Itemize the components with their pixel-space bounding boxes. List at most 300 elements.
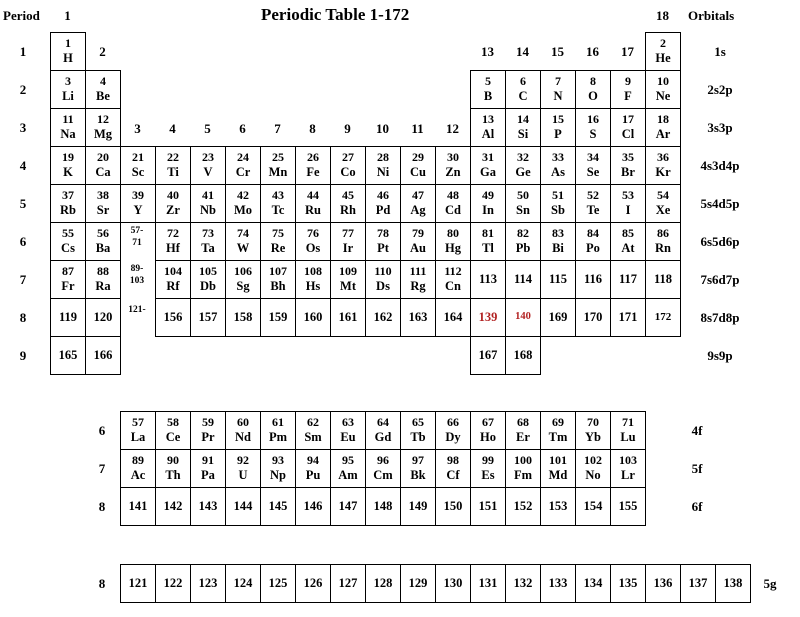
element-symbol: Al — [481, 127, 495, 142]
atomic-number: 1 — [65, 36, 71, 51]
atomic-number: 164 — [443, 310, 463, 325]
atomic-number: 64 — [377, 415, 389, 430]
element-symbol: Ir — [342, 241, 354, 256]
element-cell — [505, 184, 541, 223]
atomic-number: 140 — [515, 311, 531, 323]
element-cell — [575, 487, 611, 526]
element-cell — [645, 298, 681, 337]
atomic-number: 55 — [62, 226, 74, 241]
element-cell — [365, 411, 401, 450]
atomic-number: 123 — [198, 576, 218, 591]
element-cell — [610, 70, 646, 109]
element-symbol: Ba — [95, 241, 111, 256]
element-symbol: W — [236, 241, 250, 256]
element-cell — [400, 146, 436, 185]
element-symbol: Po — [586, 241, 600, 256]
element-symbol: Os — [305, 241, 321, 256]
element-cell — [645, 108, 681, 147]
atomic-number: 34 — [587, 150, 599, 165]
element-cell — [295, 411, 331, 450]
group-label-14: 14 — [516, 44, 529, 59]
atomic-number: 2 — [660, 36, 666, 51]
period-label-2: 2 — [19, 82, 27, 97]
atomic-number: 169 — [548, 310, 568, 325]
atomic-number: 122 — [163, 576, 183, 591]
element-cell — [470, 298, 506, 337]
atomic-number: 5 — [485, 74, 491, 89]
group-label-3: 3 — [134, 121, 141, 136]
element-cell — [50, 146, 86, 185]
element-symbol: U — [238, 468, 248, 483]
element-cell — [575, 184, 611, 223]
element-symbol: Ca — [95, 165, 111, 180]
element-symbol: Pu — [305, 468, 321, 483]
element-cell — [225, 146, 261, 185]
element-symbol: Th — [165, 468, 181, 483]
element-symbol: Ga — [480, 165, 496, 180]
element-cell — [225, 487, 261, 526]
element-symbol: P — [554, 127, 562, 142]
element-cell — [295, 298, 331, 337]
element-cell — [540, 184, 576, 223]
element-symbol: Tc — [271, 203, 285, 218]
atomic-number: 65 — [412, 415, 424, 430]
orbital-label-7s6d7p: 7s6d7p — [700, 272, 740, 287]
element-cell — [610, 298, 646, 337]
atomic-number: 44 — [307, 188, 319, 203]
atomic-number: 91 — [202, 453, 214, 468]
atomic-number: 60 — [237, 415, 249, 430]
element-symbol: Co — [340, 165, 356, 180]
atomic-number: 9 — [625, 74, 631, 89]
atomic-number: 133 — [548, 576, 568, 591]
atomic-number: 162 — [373, 310, 393, 325]
atomic-number: 27 — [342, 150, 354, 165]
element-symbol: Sg — [236, 279, 250, 294]
element-cell — [155, 146, 191, 185]
element-symbol: Ds — [376, 279, 390, 294]
element-cell — [330, 298, 366, 337]
atomic-number: 20 — [97, 150, 109, 165]
element-symbol: Li — [62, 89, 74, 104]
element-cell — [610, 108, 646, 147]
element-symbol: Bk — [410, 468, 426, 483]
element-cell — [540, 449, 576, 488]
element-cell — [260, 298, 296, 337]
element-cell — [400, 222, 436, 261]
atomic-number: 26 — [307, 150, 319, 165]
element-cell — [505, 411, 541, 450]
f-period-label-6: 6 — [98, 423, 106, 438]
atomic-number: 41 — [202, 188, 214, 203]
atomic-number: 98 — [447, 453, 459, 468]
element-cell — [505, 564, 541, 603]
atomic-number: 3 — [65, 74, 71, 89]
atomic-number: 8 — [590, 74, 596, 89]
element-cell — [260, 449, 296, 488]
atomic-number: 166 — [93, 348, 113, 363]
element-cell — [540, 564, 576, 603]
element-cell — [190, 564, 226, 603]
group-label-6: 6 — [239, 121, 246, 136]
atomic-number: 71 — [622, 415, 634, 430]
atomic-number: 145 — [268, 499, 288, 514]
element-cell — [645, 222, 681, 261]
element-cell — [540, 146, 576, 185]
element-symbol: Ac — [130, 468, 146, 483]
atomic-number: 168 — [513, 348, 533, 363]
atomic-number: 167 — [478, 348, 498, 363]
element-symbol: La — [130, 430, 146, 445]
element-cell — [155, 184, 191, 223]
f-period-label-7: 7 — [98, 461, 106, 476]
element-cell — [470, 260, 506, 299]
element-cell — [50, 184, 86, 223]
note-period-8-range: 121- — [128, 305, 146, 315]
group-label-18: 18 — [656, 8, 669, 23]
element-cell — [225, 411, 261, 450]
element-symbol: Fe — [306, 165, 320, 180]
atomic-number: 144 — [233, 499, 253, 514]
element-cell — [190, 449, 226, 488]
element-symbol: Bi — [552, 241, 564, 256]
element-cell — [190, 146, 226, 185]
atomic-number: 31 — [482, 150, 494, 165]
period-label-7: 7 — [19, 272, 27, 287]
group-label-15: 15 — [551, 44, 564, 59]
atomic-number: 40 — [167, 188, 179, 203]
element-symbol: Dy — [445, 430, 461, 445]
element-cell — [680, 564, 716, 603]
element-cell — [365, 184, 401, 223]
atomic-number: 149 — [408, 499, 428, 514]
atomic-number: 101 — [549, 453, 567, 468]
atomic-number: 72 — [167, 226, 179, 241]
atomic-number: 147 — [338, 499, 358, 514]
atomic-number: 59 — [202, 415, 214, 430]
element-symbol: Hg — [445, 241, 461, 256]
atomic-number: 100 — [514, 453, 532, 468]
element-cell — [365, 146, 401, 185]
element-cell — [330, 260, 366, 299]
element-symbol: Be — [96, 89, 110, 104]
page-title: Periodic Table 1-172 — [261, 5, 410, 24]
atomic-number: 47 — [412, 188, 424, 203]
element-cell — [295, 260, 331, 299]
atomic-number: 93 — [272, 453, 284, 468]
note-period-6-range: 57- 71 — [130, 226, 144, 248]
element-symbol: Cd — [445, 203, 461, 218]
atomic-number: 29 — [412, 150, 424, 165]
element-cell — [85, 146, 121, 185]
element-cell — [540, 70, 576, 109]
element-cell — [330, 564, 366, 603]
element-cell — [155, 564, 191, 603]
element-cell — [295, 487, 331, 526]
element-cell — [435, 184, 471, 223]
element-symbol: Mt — [340, 279, 356, 294]
atomic-number: 125 — [268, 576, 288, 591]
element-cell — [225, 222, 261, 261]
element-cell — [575, 449, 611, 488]
element-cell — [470, 184, 506, 223]
atomic-number: 132 — [513, 576, 533, 591]
atomic-number: 142 — [163, 499, 183, 514]
atomic-number: 138 — [723, 576, 743, 591]
atomic-number: 137 — [688, 576, 708, 591]
element-cell — [50, 222, 86, 261]
element-symbol: K — [63, 165, 73, 180]
atomic-number: 36 — [657, 150, 669, 165]
element-symbol: No — [585, 468, 601, 483]
element-cell — [435, 298, 471, 337]
element-cell — [470, 108, 506, 147]
atomic-number: 62 — [307, 415, 319, 430]
element-cell — [155, 222, 191, 261]
element-cell — [400, 411, 436, 450]
element-cell — [120, 449, 156, 488]
element-symbol: Re — [270, 241, 286, 256]
group-label-7: 7 — [274, 121, 281, 136]
element-cell — [330, 184, 366, 223]
atomic-number: 86 — [657, 226, 669, 241]
element-cell — [155, 298, 191, 337]
element-cell — [330, 411, 366, 450]
atomic-number: 118 — [653, 272, 673, 287]
element-symbol: Xe — [655, 203, 671, 218]
element-cell — [295, 222, 331, 261]
element-cell — [260, 411, 296, 450]
atomic-number: 139 — [478, 310, 498, 325]
element-cell — [225, 260, 261, 299]
atomic-number: 4 — [100, 74, 106, 89]
element-cell — [540, 108, 576, 147]
element-cell — [610, 411, 646, 450]
atomic-number: 109 — [339, 264, 357, 279]
element-cell — [85, 108, 121, 147]
atomic-number: 161 — [338, 310, 358, 325]
atomic-number: 153 — [548, 499, 568, 514]
element-cell — [50, 108, 86, 147]
atomic-number: 117 — [618, 272, 638, 287]
element-cell — [610, 184, 646, 223]
atomic-number: 49 — [482, 188, 494, 203]
element-symbol: Cm — [373, 468, 393, 483]
element-cell — [610, 564, 646, 603]
element-cell — [365, 449, 401, 488]
atomic-number: 154 — [583, 499, 603, 514]
element-cell — [330, 146, 366, 185]
element-cell — [470, 449, 506, 488]
element-cell — [120, 146, 156, 185]
group-label-16: 16 — [586, 44, 599, 59]
atomic-number: 11 — [62, 112, 74, 127]
element-symbol: Es — [481, 468, 495, 483]
element-symbol: Cu — [410, 165, 426, 180]
element-symbol: Rh — [340, 203, 356, 218]
period-label-5: 5 — [19, 196, 27, 211]
atomic-number: 79 — [412, 226, 424, 241]
element-cell — [505, 449, 541, 488]
atomic-number: 163 — [408, 310, 428, 325]
element-cell — [190, 184, 226, 223]
atomic-number: 99 — [482, 453, 494, 468]
element-cell — [50, 32, 86, 71]
element-symbol: Pr — [201, 430, 215, 445]
atomic-number: 6 — [520, 74, 526, 89]
element-cell — [400, 184, 436, 223]
atomic-number: 126 — [303, 576, 323, 591]
element-cell — [85, 298, 121, 337]
element-symbol: Ne — [655, 89, 671, 104]
element-symbol: Ce — [165, 430, 181, 445]
element-symbol: Rb — [60, 203, 76, 218]
atomic-number: 112 — [444, 264, 462, 279]
element-symbol: Au — [410, 241, 426, 256]
element-cell — [540, 487, 576, 526]
atomic-number: 23 — [202, 150, 214, 165]
element-cell — [435, 564, 471, 603]
atomic-number: 30 — [447, 150, 459, 165]
element-cell — [260, 222, 296, 261]
element-symbol: Sm — [304, 430, 322, 445]
atomic-number: 48 — [447, 188, 459, 203]
group-label-9: 9 — [344, 121, 351, 136]
orbital-label-9s9p: 9s9p — [707, 348, 733, 363]
element-symbol: Rg — [410, 279, 426, 294]
element-cell — [260, 564, 296, 603]
period-label-3: 3 — [19, 120, 27, 135]
element-cell — [470, 222, 506, 261]
period-label-6: 6 — [19, 234, 27, 249]
atomic-number: 76 — [307, 226, 319, 241]
element-symbol: Lu — [620, 430, 636, 445]
element-symbol: C — [518, 89, 528, 104]
element-cell — [120, 411, 156, 450]
element-cell — [155, 449, 191, 488]
element-cell — [610, 222, 646, 261]
atomic-number: 94 — [307, 453, 319, 468]
atomic-number: 104 — [164, 264, 182, 279]
orbital-label-5s4d5p: 5s4d5p — [700, 196, 740, 211]
group-label-8: 8 — [309, 121, 316, 136]
element-symbol: Ta — [201, 241, 215, 256]
atomic-number: 81 — [482, 226, 494, 241]
atomic-number: 53 — [622, 188, 634, 203]
atomic-number: 83 — [552, 226, 564, 241]
atomic-number: 159 — [268, 310, 288, 325]
element-cell — [400, 564, 436, 603]
element-symbol: Sn — [516, 203, 530, 218]
element-cell — [155, 487, 191, 526]
element-symbol: Np — [270, 468, 286, 483]
element-symbol: Nb — [200, 203, 216, 218]
orbital-label-3s3p: 3s3p — [707, 120, 733, 135]
element-symbol: Sc — [131, 165, 145, 180]
atomic-number: 129 — [408, 576, 428, 591]
element-cell — [645, 184, 681, 223]
atomic-number: 106 — [234, 264, 252, 279]
atomic-number: 14 — [517, 112, 529, 127]
atomic-number: 61 — [272, 415, 284, 430]
atomic-number: 68 — [517, 415, 529, 430]
atomic-number: 135 — [618, 576, 638, 591]
atomic-number: 130 — [443, 576, 463, 591]
atomic-number: 170 — [583, 310, 603, 325]
atomic-number: 110 — [374, 264, 392, 279]
element-symbol: Ti — [167, 165, 179, 180]
element-symbol: H — [63, 51, 73, 66]
g-orbital-label: 5g — [763, 576, 777, 591]
element-cell — [120, 184, 156, 223]
atomic-number: 114 — [513, 272, 533, 287]
element-symbol: He — [655, 51, 671, 66]
element-cell — [85, 336, 121, 375]
element-symbol: Tl — [482, 241, 494, 256]
element-cell — [645, 32, 681, 71]
atomic-number: 38 — [97, 188, 109, 203]
group-label-4: 4 — [169, 121, 176, 136]
atomic-number: 77 — [342, 226, 354, 241]
element-symbol: Cs — [61, 241, 75, 256]
element-cell — [505, 336, 541, 375]
element-symbol: Nd — [235, 430, 251, 445]
atomic-number: 58 — [167, 415, 179, 430]
element-cell — [190, 298, 226, 337]
atomic-number: 151 — [478, 499, 498, 514]
atomic-number: 87 — [62, 264, 74, 279]
note-period-7-range: 89- 103 — [129, 264, 145, 286]
element-cell — [365, 487, 401, 526]
element-symbol: S — [589, 127, 597, 142]
orbital-label-2s2p: 2s2p — [707, 82, 733, 97]
element-symbol: Te — [586, 203, 600, 218]
element-symbol: Kr — [655, 165, 671, 180]
element-symbol: V — [203, 165, 213, 180]
element-symbol: Ru — [305, 203, 321, 218]
element-symbol: Eu — [340, 430, 356, 445]
atomic-number: 25 — [272, 150, 284, 165]
element-symbol: I — [625, 203, 631, 218]
element-cell — [190, 260, 226, 299]
element-cell — [365, 564, 401, 603]
element-symbol: As — [551, 165, 565, 180]
atomic-number: 85 — [622, 226, 634, 241]
atomic-number: 52 — [587, 188, 599, 203]
atomic-number: 37 — [62, 188, 74, 203]
element-cell — [540, 222, 576, 261]
element-cell — [260, 146, 296, 185]
element-cell — [470, 564, 506, 603]
element-cell — [505, 146, 541, 185]
atomic-number: 95 — [342, 453, 354, 468]
atomic-number: 116 — [583, 272, 603, 287]
atomic-number: 28 — [377, 150, 389, 165]
element-symbol: Tb — [410, 430, 426, 445]
element-cell — [330, 487, 366, 526]
element-cell — [295, 449, 331, 488]
atomic-number: 158 — [233, 310, 253, 325]
f-orbital-label-6f: 6f — [691, 499, 703, 514]
atomic-number: 42 — [237, 188, 249, 203]
atomic-number: 24 — [237, 150, 249, 165]
atomic-number: 15 — [552, 112, 564, 127]
element-cell — [610, 449, 646, 488]
atomic-number: 84 — [587, 226, 599, 241]
period-label-9: 9 — [19, 348, 27, 363]
atomic-number: 35 — [622, 150, 634, 165]
element-symbol: Zr — [166, 203, 180, 218]
